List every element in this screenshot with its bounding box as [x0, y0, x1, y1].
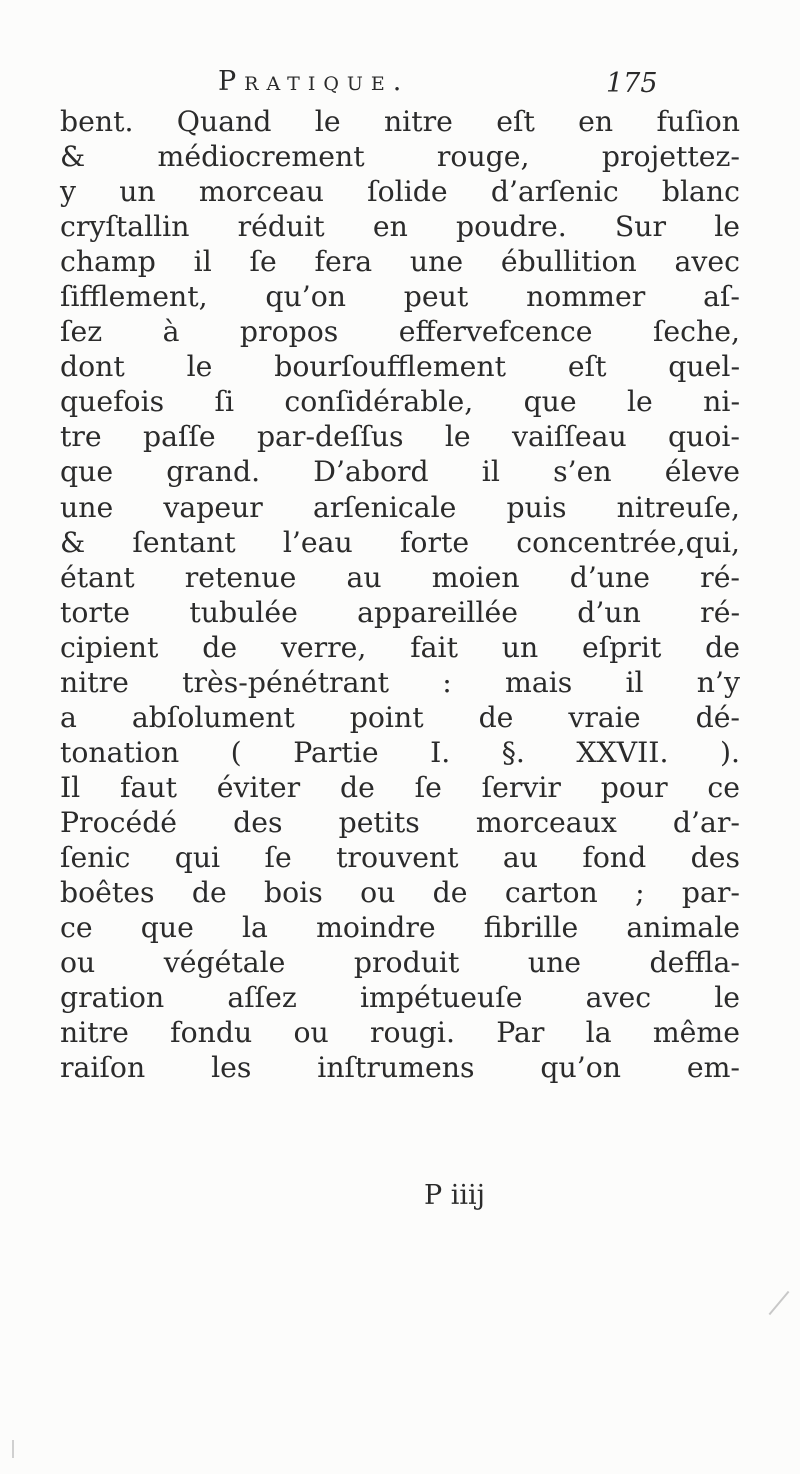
- text-line: & ſentant l’eau forte concentrée,qui,: [60, 525, 740, 559]
- text-line: tre paſſe par-deſſus le vaiſſeau quoi-: [60, 420, 740, 454]
- text-line: quefois ſi conſidérable, que le ni-: [60, 385, 740, 419]
- text-line: torte tubulée appareillée d’un ré-: [60, 595, 740, 629]
- text-line: boêtes de bois ou de carton ; par-: [60, 876, 740, 910]
- text-line: raiſon les inſtrumens qu’on em-: [60, 1051, 740, 1085]
- text-line: Procédé des petits morceaux d’ar-: [60, 805, 740, 839]
- text-line: Il faut éviter de ſe ſervir pour ce: [60, 770, 740, 804]
- text-line: ſez à propos effervefcence ſeche,: [60, 315, 740, 349]
- running-head: [60, 66, 740, 106]
- text-line: ou végétale produit une deffla-: [60, 946, 740, 980]
- text-line: cryſtallin réduit en poudre. Sur le: [60, 210, 740, 244]
- text-line: ce que la moindre fibrille animale: [60, 911, 740, 945]
- corner-mark: [769, 1291, 790, 1315]
- text-line: cipient de verre, fait un eſprit de: [60, 630, 740, 664]
- text-line: y un morceau ſolide d’arſenic blanc: [60, 175, 740, 209]
- text-line: nitre fondu ou rougi. Par la même: [60, 1016, 740, 1050]
- text-line: tonation ( Partie I. §. XXVII. ).: [60, 735, 740, 769]
- text-line: étant retenue au moien d’une ré-: [60, 560, 740, 594]
- text-line: a abſolument point de vraie dé-: [60, 700, 740, 734]
- text-line: que grand. D’abord il s’en éleve: [60, 455, 740, 489]
- page-number: 175: [606, 68, 658, 99]
- text-line: ſifflement, qu’on peut nommer aſ-: [60, 280, 740, 314]
- text-line: dont le bourſoufflement eſt quel-: [60, 350, 740, 384]
- text-line: une vapeur arſenicale puis nitreuſe,: [60, 490, 740, 524]
- running-title: Pratique.: [218, 66, 410, 97]
- text-line: gration aſſez impétueuſe avec le: [60, 981, 740, 1015]
- text-line: champ il ſe fera une ébullition avec: [60, 245, 740, 279]
- signature-mark: P iiij: [424, 1180, 486, 1211]
- edge-mark: [12, 1440, 14, 1458]
- body-text: [60, 104, 740, 1085]
- text-line: ſenic qui ſe trouvent au fond des: [60, 840, 740, 874]
- text-line: nitre très-pénétrant : mais il n’y: [60, 665, 740, 699]
- text-line: & médiocrement rouge, projettez-: [60, 140, 740, 174]
- text-line: bent. Quand le nitre eſt en fuſion: [60, 105, 740, 138]
